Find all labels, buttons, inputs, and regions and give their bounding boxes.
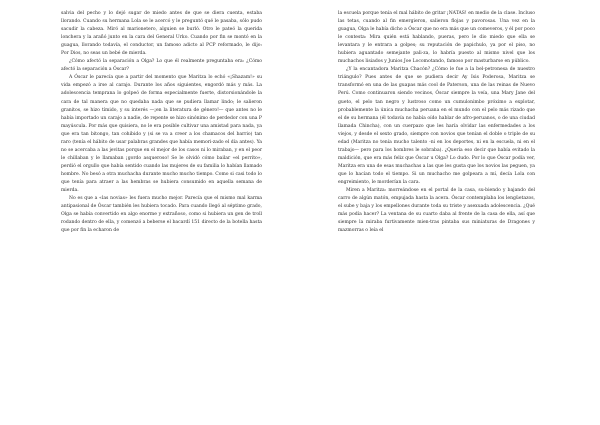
right-paragraph-1: la escuela porque tenía el mal hábito de gritar ¡NATAS! en medio de la clase. Incluso las tetas, cuando al fin emergieron, salieron flojas y pavorosas. Una vez en la guagua, Olga le había dicho a Óscar que no era más que un comeveros, y él por poco le contesta: Mira quién está hablando, pueras, pero le dio miedo que ella se levantara y le entrara a golpes; su reputación de papichulo, ya por el piso, no hubiera aguantado semejante pali-za, lo habría puesto al mismo nivel que los muchachos lisiados y Junios Joe Locomotando, famoso por masturbarse en público. (338, 11, 535, 65)
right-paragraph-3: Miren a Maritza: morreándose en el portal de la casa, su-biendo y bajando del carro de algún matón, empujada hasta la acera. Óscar contemplaba los lengüetazos, el sube y baja y los empellones durante toda su triste y asexuada adolescencia. ¿Qué más podía hacer? La ventana de su cuarto daba al frente de la casa de ella, así que siempre la miraba furtivamente mien-tras pintaba sus miniaturas de Dragones y mazmorras o leía el (338, 188, 535, 234)
right-page (338, 10, 535, 235)
left-paragraph-2: ¿Cómo afectó la separación a Olga? Lo que él realmente preguntaba era: ¿Cómo afectó la separación a Óscar? (61, 59, 262, 73)
left-paragraph-1: salvia del pecho y lo dejó sugar de miedo antes de que se diera cuenta, estaba llorando. Cuando su hermana Lola se le acercó y le preguntó qué le pasaba, sólo pudo sacudir la cabeza. Miró al marionetero, alguien se burló. Otro le pateó la querida lonchera y la arañó junto en la cara del General Urko. Cuando por fin se montó en la guagua, llorando todavía, el conductor, un famoso adicto al PCP reformado, le dijo: Por Dios, no seas un bebé de mierda. (61, 11, 262, 57)
left-page (61, 10, 262, 235)
left-paragraph-4: No es que a «las novias» les fuera mucho mejor. Parecía que el mismo mal karma antipasional de Óscar también les hubiera tocado. Para cuando llegó al séptimo grado, Olga se había convertido en algo enorme y extrañoso, como si hubiera un gen de troll rodando dentro de ella, y comenzó a beberse el bacardí 151 directo de la botella hasta que por fin la echaron de (61, 196, 262, 234)
left-paragraph-3: A Óscar le parecía que a partir del momento que Maritza lo echó «¡Shazam!» su vida empezó a irse al carajo. Durante los años siguientes, engordó más y más. La adolescencia temprana lo golpeó de forma especialmente fuerte, distorsionándole la cara de tal manera que no quedaba nada que se pudiera llamar lindo; le salieron granitos, se hizo tímido, y su interés —¡en la literatura de género!— que antes no le había importado un carajo a nadie, de repente se hizo sinónimo de perdedor con una P mayúscula. Por más que quisiera, no le era posible cultivar una amistad para nada, ya que era tan bitongo, tan cohibido y (si se va a creer a los chamacos del barrio) tan raro (tenía el hábito de usar palabras grandes que había memori-zado el día antes). Ya no se acercaba a las jevitas porque en el mejor de los casos ni lo miraban, y en el peor le chillaban y le llamaban ¡gordo asqueroso! Se le olvidó cómo bailar «el perrito», perdió el orgullo que había sentido cuando las mujeres de su familia lo habían llamado hombre. No besó a otra muchacha durante mucho mucho tiempo. Como si casi todo lo que tenía para atraer a las hembras se hubiera consumido en aquella semana de mierda. (61, 75, 262, 194)
right-paragraph-2: ¿Y la encantadora Maritza Chacón? ¿Cómo le fue a la bel-petronesa de nuestro triángulo? Pues antes de que se pudiera decir Ay Isis Poderosa, Maritza se transformó en una de las guapas más cool de Paterson, una de las reinas de Nuevo Perú. Como continuaron siendo vecinos, Óscar siempre la veía, una Mary Jane del gueto, el pelo tan negro y lustroso como un cumulonimbo próximo a explotar, probablemente la única muchacha peruana en el mundo con el pelo más rizado que el de su hermana (él todavía no había oído hablar de afro-peruanos, o de una ciudad llamada Chincha), con un cuerpazo que les haría olvidar las enfermedades a los viejos, y desde el sexto grado, siempre con novios que tenían el doble o triple de su edad (Maritza no tenía mucho talento -ni en los deportes, ni en la escuela, ni en el trabajo— pero para los hombres le sobraba). ¿Quería eso decir que había evitado la maldición, que era más feliz que Óscar u Olga? Lo dudo. Por lo que Óscar podía ver, Maritza era una de esas muchachas a las que les gusta que los novios las peguen, ya que lo hacían todo el tiempo. Si un muchacho me golpeara a mí, decía Lola con engreimiento, le morderían la cara. (338, 67, 535, 185)
